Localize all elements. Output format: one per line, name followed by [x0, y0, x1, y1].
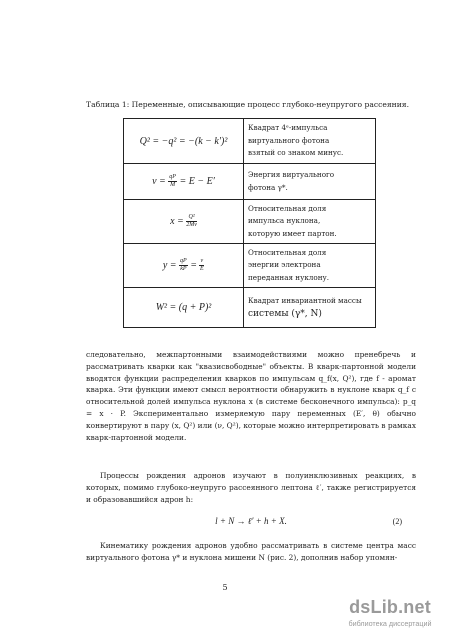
formula-text: x =	[170, 215, 184, 227]
formula-cell	[124, 119, 244, 164]
formula-text: =	[190, 259, 197, 271]
table-row	[124, 288, 376, 328]
fraction-numerator: Q²	[186, 214, 197, 222]
table-row	[124, 119, 376, 164]
formula-text: y =	[162, 259, 177, 271]
description-cell	[244, 164, 376, 200]
table-caption: Таблица 1: Переменные, описывающие процесс глубоко-неупругого рассеяния.	[86, 100, 409, 109]
table-row	[124, 164, 376, 200]
formula-fraction	[186, 214, 197, 229]
fraction-numerator: ν	[200, 258, 204, 264]
formula-text: Q² = −q² = −(k − k′)²	[139, 135, 228, 147]
formula-cell	[124, 288, 244, 328]
description-cell	[244, 288, 376, 328]
formula-cell	[124, 164, 244, 200]
variables-table	[123, 118, 376, 328]
description-line: виртуального фотона	[248, 135, 330, 145]
fraction-numerator: qP	[169, 174, 176, 180]
fraction-denominator: 2Mν	[186, 222, 197, 228]
description-line: Относительная доля	[248, 203, 327, 213]
formula-fraction	[199, 258, 204, 273]
fraction-numerator: qP	[180, 258, 187, 264]
formula-fraction	[168, 174, 177, 189]
paragraph: Кинематику рождения адронов удобно рассматривать в системе центра масс виртуального фотона γ* и нуклона мишени N (рис. 2), дополнив набор упомян-	[86, 541, 416, 562]
description-line: переданная нуклону.	[248, 272, 330, 282]
description-line: Квадрат 4ᵉ-импульса	[248, 123, 328, 133]
logo-tagline: библиотека диссертаций	[348, 619, 432, 628]
formula-text: ν =	[152, 175, 166, 187]
site-logo	[335, 597, 445, 631]
equation-number: (2)	[392, 517, 402, 526]
description-line: взятый со знаком минус.	[248, 148, 344, 158]
description-cell	[244, 200, 376, 244]
fraction-denominator: E	[199, 266, 204, 272]
table-row	[124, 244, 376, 288]
description-line: которую имеет партон.	[248, 228, 337, 238]
equation-expression: l + N → ℓ′ + h + X.	[215, 516, 287, 526]
description-line: импульса нуклона,	[248, 216, 321, 226]
paragraph: Процессы рождения адронов изучают в полуинклюзивных реакциях, в которых, помимо глубоко-неупруго рассеянного лептона ℓ′, также регистрируется и образовавшийся адрон h:	[86, 471, 416, 504]
formula-fraction	[179, 258, 188, 273]
formula-text: W² = (q + P)²	[155, 302, 212, 313]
formula-text: = E − E′	[179, 175, 215, 187]
description-line: фотона γ*.	[248, 182, 288, 192]
description-line: энергии электрона	[248, 260, 321, 270]
formula-cell	[124, 200, 244, 244]
description-cell	[244, 244, 376, 288]
description-line: системы (γ*, N)	[248, 308, 322, 319]
paragraph: следовательно, межпартонными взаимодействиями можно пренебречь и рассматривать кварки как "квазисвободные" объекты. В кварк-партонной модели вводятся функции распределения кварков по импульсам q_f(x, Q²), где f - аромат кварка. Эти функции имеют смысл вероятности обнаружить в нуклоне кварк q_f с относительной долей импульса нуклона x (в системе бесконечного импульса): p_q = x · P. Экспериментально измеряемую пару переменных (E′, θ) обычно конвертируют в пару (x, Q²) или (ν, Q²), которые можно интерпретировать в рамках кварк-партонной модели.	[86, 350, 416, 442]
fraction-denominator: M	[170, 182, 176, 188]
page-number: 5	[222, 583, 228, 592]
description-line: Энергия виртуального	[248, 170, 335, 179]
equation	[86, 516, 416, 528]
description-line: Квадрат инвариантной массы	[248, 296, 362, 305]
description-line: Относительная доля	[248, 247, 327, 257]
fraction-denominator: kP	[180, 266, 187, 272]
formula-cell	[124, 244, 244, 288]
logo-brand: dsLib.net	[349, 597, 431, 617]
description-cell	[244, 119, 376, 164]
table-row	[124, 200, 376, 244]
